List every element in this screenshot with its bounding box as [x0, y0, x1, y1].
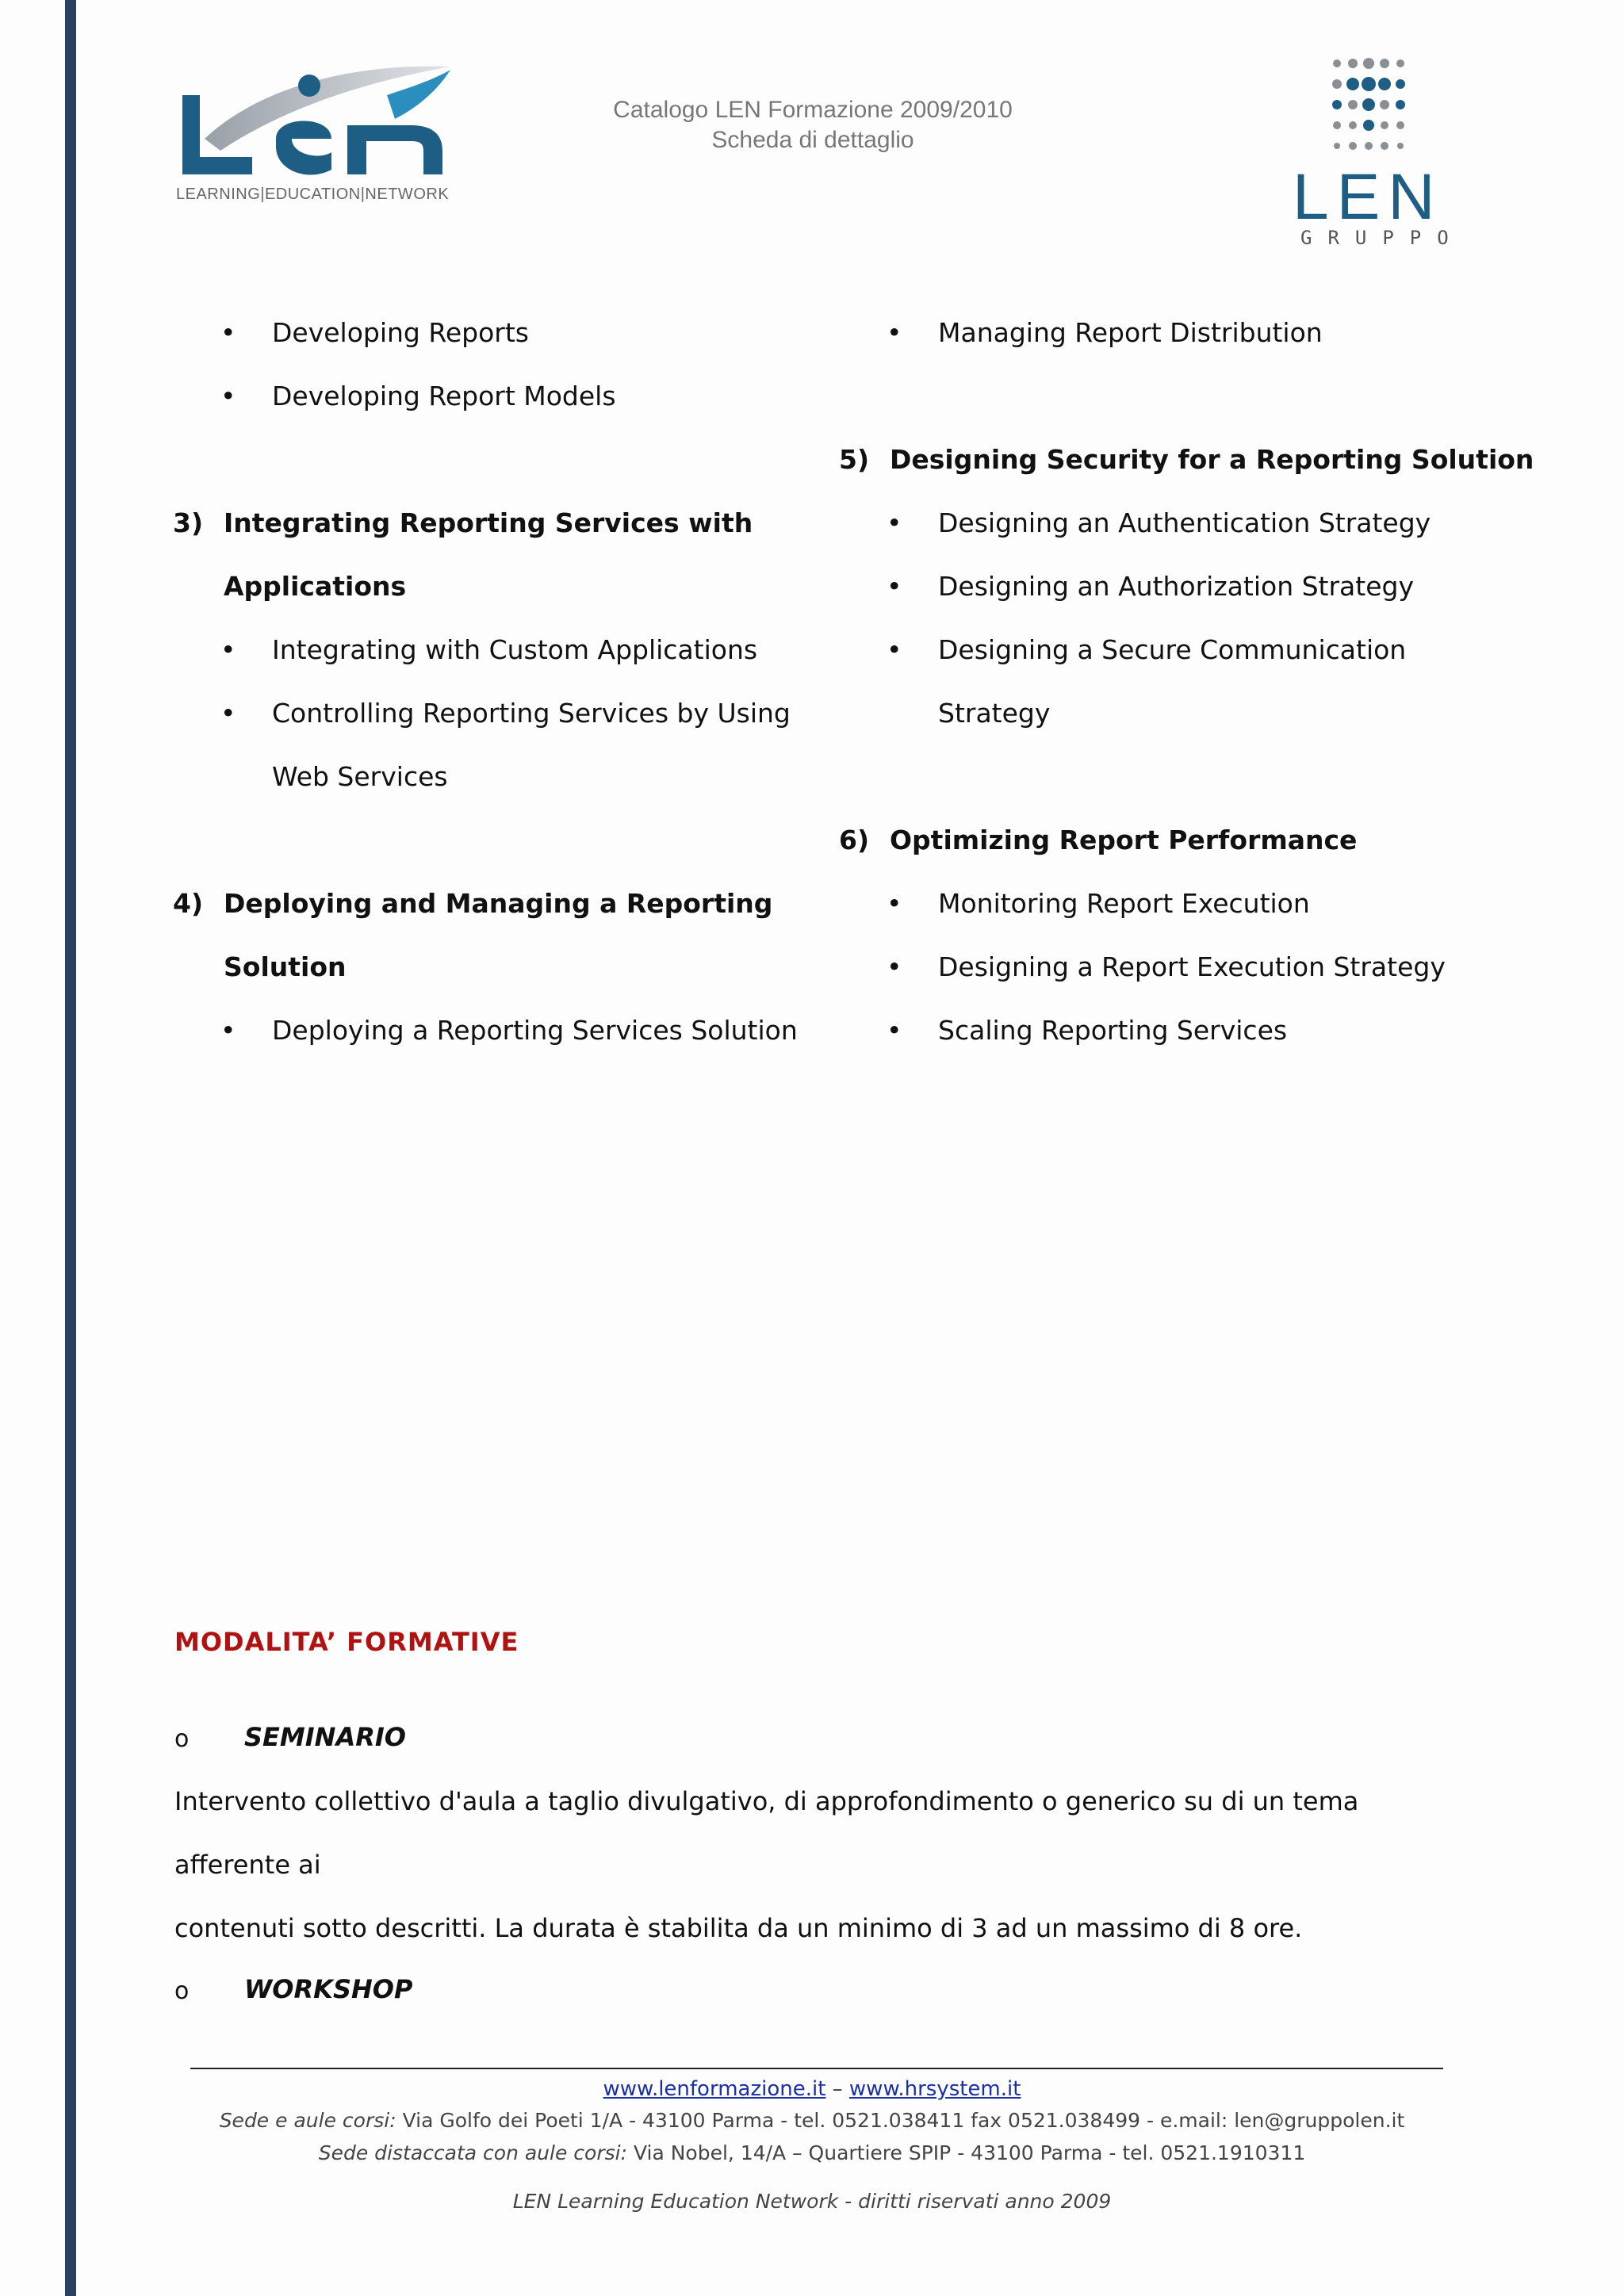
- distaccata-text: Via Nobel, 14/A – Quartiere SPIP - 43100 Parma - tel. 0521.1910311: [627, 2141, 1306, 2164]
- list-item: • Designing a Report Execution Strategy: [839, 936, 1489, 999]
- spacer: [173, 428, 823, 492]
- section-number: 5): [839, 444, 870, 475]
- footer-address-secondary: [0, 2141, 1624, 2164]
- list-item-continued: Strategy: [938, 698, 1051, 729]
- list-item: • Designing an Authentication Strategy: [839, 492, 1489, 555]
- distaccata-label: Sede distaccata con aule corsi:: [318, 2141, 628, 2164]
- list-item: • Scaling Reporting Services: [839, 999, 1489, 1062]
- section-title: Designing Security for a Reporting Solution: [890, 444, 1534, 475]
- section-title-continued: Solution: [224, 951, 347, 982]
- paragraph-line: Intervento collettivo d'aula a taglio divulgativo, di approfondimento o generico su di un tema afferente ai: [174, 1786, 1359, 1880]
- header-title-line1: Catalogo LEN Formazione 2009/2010: [613, 97, 1013, 123]
- circle-bullet-icon: o: [174, 1977, 190, 2005]
- section-number: 3): [173, 507, 204, 538]
- section-heading: [839, 428, 1534, 492]
- len-logo: [173, 63, 458, 214]
- workshop-title: WORKSHOP: [244, 1974, 413, 2004]
- section-title-continued: Applications: [224, 571, 407, 602]
- spacer: [839, 365, 1489, 428]
- list-item: • Integrating with Custom Applications: [173, 618, 823, 682]
- section-heading: [839, 809, 1489, 872]
- left-column: [173, 301, 823, 1062]
- document-header: [555, 95, 1071, 155]
- section-number: 4): [173, 888, 204, 919]
- footer-links: [0, 2077, 1624, 2101]
- section-heading: [173, 872, 823, 936]
- gruppo-subtitle: GRUPPO: [1300, 227, 1465, 249]
- list-item: • Monitoring Report Execution: [839, 872, 1489, 936]
- spacer: [839, 745, 1489, 809]
- len-gruppo-logo: [1293, 54, 1475, 252]
- link-separator: –: [832, 2077, 843, 2101]
- sede-text: Via Golfo dei Poeti 1/A - 43100 Parma - tel. 0521.038411 fax 0521.038499 - e.mail: len@gruppolen.it: [396, 2109, 1405, 2132]
- modalita-heading: MODALITA’ FORMATIVE: [174, 1627, 519, 1657]
- spacer: [173, 809, 823, 872]
- list-item: • Developing Reports: [173, 301, 823, 365]
- lenformazione-link[interactable]: www.lenformazione.it: [603, 2077, 826, 2101]
- right-column: [839, 301, 1534, 1062]
- section-heading: [173, 492, 823, 555]
- footer-address: [0, 2109, 1624, 2132]
- list-item: • Designing an Authorization Strategy: [839, 555, 1489, 618]
- footer-divider: [190, 2068, 1443, 2069]
- logo-tagline: LEARNING|EDUCATION|NETWORK: [176, 186, 450, 203]
- list-item: • Deploying a Reporting Services Solution: [173, 999, 823, 1062]
- section-title: Optimizing Report Performance: [890, 825, 1358, 855]
- section-title: Integrating Reporting Services with: [224, 507, 753, 538]
- footer-copyright: LEN Learning Education Network - diritti riservati anno 2009: [512, 2190, 1112, 2213]
- dot-grid-icon: [1293, 54, 1451, 165]
- circle-bullet-icon: o: [174, 1725, 190, 1753]
- list-item: • Designing a Secure Communication: [839, 618, 1489, 682]
- section-number: 6): [839, 825, 870, 855]
- len-logo-graphic: [173, 63, 458, 182]
- hrsystem-link[interactable]: www.hrsystem.it: [848, 2077, 1021, 2101]
- seminario-title: SEMINARIO: [244, 1722, 406, 1752]
- header-title-line2: Scheda di dettaglio: [711, 127, 914, 153]
- sede-label: Sede e aule corsi:: [219, 2109, 396, 2132]
- section-title: Deploying and Managing a Reporting: [224, 888, 773, 919]
- left-margin-bar: [65, 0, 76, 2296]
- seminario-description: [174, 1770, 1459, 1960]
- list-item: • Developing Report Models: [173, 365, 823, 428]
- list-item-continued: Web Services: [272, 761, 448, 792]
- list-item: • Controlling Reporting Services by Using: [173, 682, 823, 745]
- paragraph-line: contenuti sotto descritti. La durata è stabilita da un minimo di 3 ad un massimo di 8 ore.: [174, 1913, 1303, 1943]
- list-item: • Managing Report Distribution: [839, 301, 1489, 365]
- gruppo-wordmark: LEN: [1293, 161, 1443, 233]
